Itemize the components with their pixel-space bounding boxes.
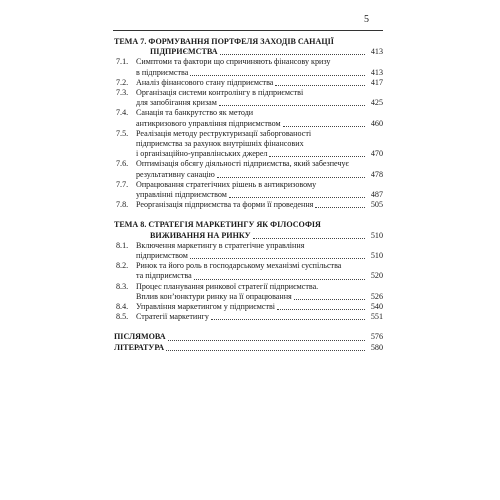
toc-entry: [114, 271, 383, 281]
dot-leader: [219, 105, 365, 106]
toc-entry: [114, 159, 383, 169]
entry-number: 7.7.: [116, 179, 129, 189]
toc-entry: [114, 98, 383, 108]
entry-page: 505: [370, 200, 383, 210]
dot-leader: [190, 258, 365, 259]
entry-number: 8.2.: [116, 261, 129, 271]
entry-title: Реорганізація підприємства та форми її проведення: [136, 200, 314, 210]
dot-leader: [166, 350, 365, 351]
section-title: [114, 37, 383, 47]
toc-entry: [114, 180, 383, 190]
entry-title: та підприємства: [136, 271, 192, 281]
entry-title: управлінні підприємством: [136, 190, 227, 200]
toc-entry: [114, 282, 383, 292]
dot-leader: [269, 156, 365, 157]
entry-page: 460: [370, 118, 383, 128]
entry-title: Процес планування ринкової стратегії підприємства.: [136, 281, 319, 291]
toc-entry: [114, 68, 383, 78]
dot-leader: [229, 197, 365, 198]
toc-entry: [114, 170, 383, 180]
toc-section: [114, 220, 383, 322]
toc-entry: [114, 78, 383, 88]
toc-entry: [114, 139, 383, 149]
toc-section: [114, 37, 383, 210]
page-number: 5: [364, 14, 369, 25]
entry-title: підприємства за рахунок внутрішніх фінансових: [136, 139, 304, 149]
toc-entry: [114, 190, 383, 200]
section-title-line: ТЕМА 7. ФОРМУВАННЯ ПОРТФЕЛЯ ЗАХОДІВ САНАЦІЇ: [114, 37, 334, 46]
entry-page: 413: [370, 67, 383, 77]
entry-title: Симптоми та фактори що спричиняють фінансову кризу: [136, 57, 331, 67]
entry-title: Організація системи контролінгу в підприємстві: [136, 88, 304, 98]
toc-entry: [114, 302, 383, 312]
entry-title: Включення маркетингу в стратегічне управління: [136, 240, 305, 250]
section-page: 413: [370, 47, 383, 57]
entry-number: 8.4.: [116, 302, 129, 312]
section-title-line: ТЕМА 8. СТРАТЕГІЯ МАРКЕТИНГУ ЯК ФІЛОСОФІЯ: [114, 220, 321, 230]
dot-leader: [315, 207, 365, 208]
entry-number: 7.6.: [116, 159, 129, 169]
dot-leader: [283, 126, 365, 127]
entry-title: Стратегії маркетингу: [136, 312, 209, 322]
entry-number: 7.1.: [116, 57, 129, 67]
section-title: [114, 220, 383, 230]
entry-number: 8.5.: [116, 312, 129, 322]
toc-entry: [114, 200, 383, 210]
entry-number: 7.5.: [116, 128, 129, 138]
entry-number: 7.2.: [116, 77, 129, 87]
toc-entry: [114, 88, 383, 98]
toc-entry: [114, 57, 383, 67]
table-of-contents: [114, 37, 383, 353]
end-entry-label: ПІСЛЯМОВА: [114, 332, 166, 342]
entry-number: 7.3.: [116, 88, 129, 98]
entry-number: 8.1.: [116, 240, 129, 250]
dot-leader: [294, 299, 365, 300]
entry-title: в підприємства: [136, 67, 189, 77]
entry-number: 7.8.: [116, 200, 129, 210]
entry-title: Санація та банкрутство як методи: [136, 108, 254, 118]
toc-entry: [114, 292, 383, 302]
entry-number: 8.3.: [116, 281, 129, 291]
entry-title: антикризового управління підприємством: [136, 118, 281, 128]
toc-entry: [114, 108, 383, 118]
entry-title: результативну санацію: [136, 169, 215, 179]
section-title-line: ВИЖИВАННЯ НА РИНКУ: [150, 230, 251, 240]
toc-entry: [114, 241, 383, 251]
entry-title: підприємством: [136, 251, 188, 261]
toc-end-entry: [114, 343, 383, 353]
entry-title: Оптимізація обсягу діяльності підприємства, який забезпечує: [136, 159, 350, 169]
entry-title: Опрацювання стратегічних рішень в антикризовому: [136, 179, 317, 189]
dot-leader: [168, 340, 365, 341]
entry-title: Аналіз фінансового стану підприємства: [136, 77, 274, 87]
toc-entry: [114, 129, 383, 139]
end-entry-page: 576: [370, 332, 383, 342]
entry-page: 417: [370, 77, 383, 87]
toc-entry: [114, 149, 383, 159]
section-page: 510: [370, 230, 383, 240]
section-title-continuation: [114, 47, 383, 57]
dot-leader: [275, 85, 365, 86]
dot-leader: [211, 319, 365, 320]
entry-number: 7.4.: [116, 108, 129, 118]
dot-leader: [277, 309, 365, 310]
entry-page: 520: [370, 271, 383, 281]
entry-page: 510: [370, 251, 383, 261]
toc-entry: [114, 312, 383, 322]
entry-page: 540: [370, 302, 383, 312]
entry-page: 425: [370, 98, 383, 108]
entry-title: Вплив кон’юнктури ринку на її опрацювання: [136, 291, 292, 301]
dot-leader: [220, 54, 365, 55]
end-entry-page: 580: [370, 342, 383, 352]
dot-leader: [217, 177, 365, 178]
dot-leader: [253, 238, 365, 239]
toc-end-entry: [114, 332, 383, 342]
end-entry-label: ЛІТЕРАТУРА: [114, 342, 165, 352]
entry-page: 487: [370, 190, 383, 200]
entry-page: 478: [370, 169, 383, 179]
entry-title: Управління маркетингом у підприємстві: [136, 302, 276, 312]
section-title-continuation: [114, 231, 383, 241]
entry-title: для запобігання кризам: [136, 98, 217, 108]
entry-title: Реалізація методу реструктуризації заборгованості: [136, 128, 312, 138]
entry-title: Ринок та його роль в господарському механізмі суспільства: [136, 261, 342, 271]
dot-leader: [194, 279, 365, 280]
toc-entry: [114, 251, 383, 261]
header-rule: [113, 30, 383, 31]
toc-entry: [114, 119, 383, 129]
entry-title: і організаційно-управлінських джерел: [136, 149, 268, 159]
entry-page: 551: [370, 312, 383, 322]
entry-page: 526: [370, 291, 383, 301]
toc-entry: [114, 261, 383, 271]
section-title-line: ПІДПРИЄМСТВА: [150, 47, 218, 57]
entry-page: 470: [370, 149, 383, 159]
dot-leader: [190, 75, 365, 76]
